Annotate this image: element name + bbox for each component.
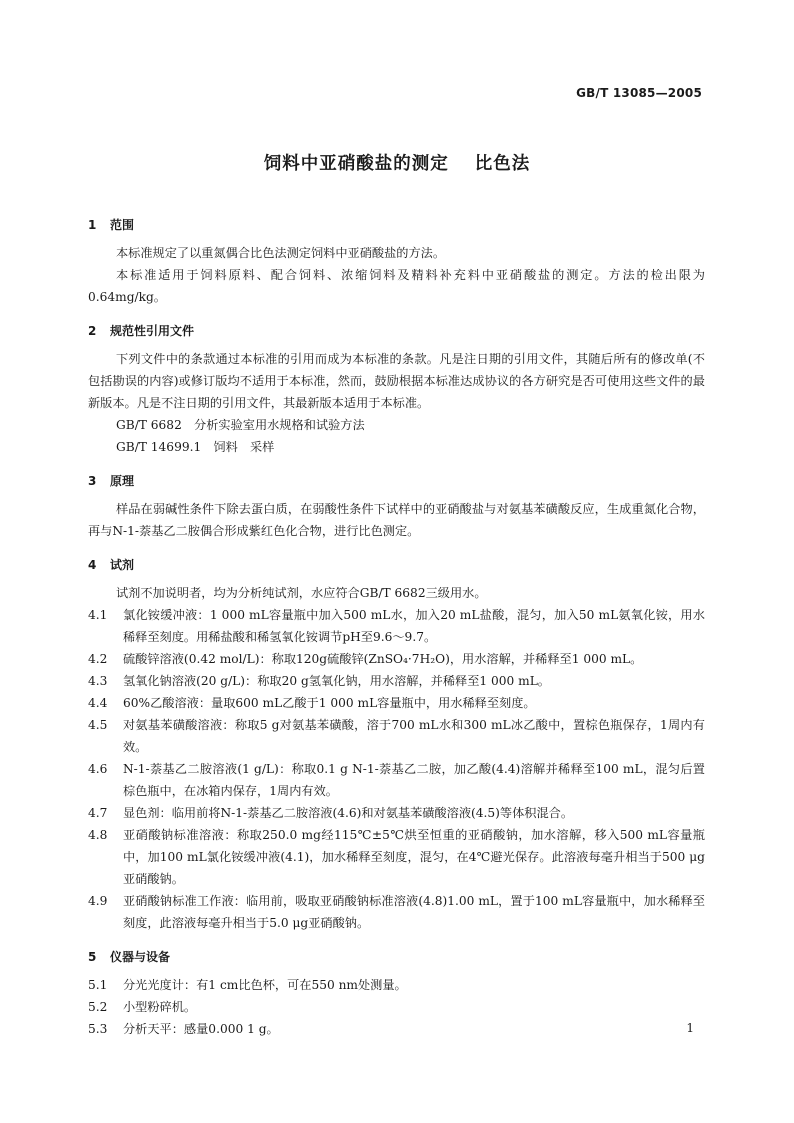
item-number: 4.8	[88, 828, 108, 842]
equipment-item	[88, 974, 705, 996]
reagent-item	[88, 802, 705, 824]
section-4-heading	[88, 554, 705, 576]
item-number: 4.3	[88, 674, 108, 688]
item-text: 亚硝酸钠标准溶液：称取250.0 mg经115℃±5℃烘至恒重的亚硝酸钠，加水溶解，移入500 mL容量瓶中，加100 mL氯化铵缓冲液(4.1)，加水稀释至刻度，混匀，在4℃避光保存。此溶液每毫升相当于500 μg亚硝酸钠。	[123, 828, 705, 886]
paragraph: 本标准规定了以重氮偶合比色法测定饲料中亚硝酸盐的方法。	[116, 246, 446, 260]
item-number: 5.1	[88, 978, 108, 992]
item-number: 4.7	[88, 806, 108, 820]
item-text: N-1-萘基乙二胺溶液(1 g/L)：称取0.1 g N-1-萘基乙二胺，加乙酸(4.4)溶解并稀释至100 mL，混匀后置棕色瓶中，在冰箱内保存，1周内有效。	[123, 762, 705, 798]
section-title: 规范性引用文件	[110, 324, 195, 338]
item-number: 4.9	[88, 894, 108, 908]
item-text: 分析天平：感量0.000 1 g。	[123, 1022, 279, 1036]
section-number: 2	[88, 324, 97, 338]
item-number: 5.3	[88, 1022, 108, 1036]
normative-reference: GB/T 6682 分析实验室用水规格和试验方法	[116, 418, 365, 432]
reagent-item	[88, 758, 705, 802]
document-title	[0, 150, 794, 175]
item-number: 5.2	[88, 1000, 108, 1014]
paragraph: 试剂不加说明者，均为分析纯试剂，水应符合GB/T 6682三级用水。	[116, 586, 487, 600]
reagent-item	[88, 604, 705, 648]
section-title: 范围	[110, 218, 135, 232]
section-number: 4	[88, 558, 97, 572]
item-number: 4.1	[88, 608, 108, 622]
reagent-item	[88, 670, 705, 692]
reagent-item	[88, 714, 705, 758]
section-2-heading	[88, 320, 705, 342]
paragraph: 样品在弱碱性条件下除去蛋白质，在弱酸性条件下试样中的亚硝酸盐与对氨基苯磺酸反应，生成重氮化合物，再与N-1-萘基乙二胺偶合形成紫红色化合物，进行比色测定。	[88, 502, 705, 538]
section-title: 仪器与设备	[110, 950, 171, 964]
normative-reference: GB/T 14699.1 饲料 采样	[116, 440, 275, 454]
section-number: 1	[88, 218, 97, 232]
item-text: 氯化铵缓冲液：1 000 mL容量瓶中加入500 mL水，加入20 mL盐酸，混匀，加入50 mL氨氧化铵，用水稀释至刻度。用稀盐酸和稀氢氧化铵调节pH至9.6～9.7。	[123, 608, 705, 644]
paragraph: 本标准适用于饲料原料、配合饲料、浓缩饲料及精料补充料中亚硝酸盐的测定。方法的检出限为0.64mg/kg。	[88, 268, 705, 304]
item-text: 分光光度计：有1 cm比色杯，可在550 nm处测量。	[123, 978, 407, 992]
item-text: 硫酸锌溶液(0.42 mol/L)：称取120g硫酸锌(ZnSO₄·7H₂O)，用水溶解，并稀释至1 000 mL。	[123, 652, 643, 666]
item-text: 对氨基苯磺酸溶液：称取5 g对氨基苯磺酸，溶于700 mL水和300 mL冰乙酸中，置棕色瓶保存，1周内有效。	[123, 718, 705, 754]
item-text: 小型粉碎机。	[123, 1000, 197, 1014]
item-text: 60%乙酸溶液：量取600 mL乙酸于1 000 mL容量瓶中，用水稀释至刻度。	[123, 696, 536, 710]
item-number: 4.2	[88, 652, 108, 666]
section-title: 试剂	[110, 558, 135, 572]
reagent-item	[88, 692, 705, 714]
page-number: 1	[686, 1021, 694, 1035]
equipment-item	[88, 996, 705, 1018]
section-1-heading	[88, 214, 705, 236]
item-number: 4.4	[88, 696, 108, 710]
item-text: 氢氧化钠溶液(20 g/L)：称取20 g氢氧化钠，用水溶解，并稀释至1 000 mL。	[123, 674, 550, 688]
reagent-item	[88, 648, 705, 670]
item-number: 4.6	[88, 762, 108, 776]
reagent-item	[88, 890, 705, 934]
standard-number: GB/T 13085—2005	[576, 86, 702, 100]
reagent-item	[88, 824, 705, 890]
title-method: 比色法	[474, 154, 531, 174]
section-title: 原理	[110, 474, 135, 488]
document-body	[88, 214, 705, 1040]
item-text: 亚硝酸钠标准工作液：临用前，吸取亚硝酸钠标准溶液(4.8)1.00 mL，置于100 mL容量瓶中，加水稀释至刻度，此溶液每毫升相当于5.0 μg亚硝酸钠。	[123, 894, 705, 930]
item-text: 显色剂：临用前将N-1-萘基乙二胺溶液(4.6)和对氨基苯磺酸溶液(4.5)等体积混合。	[123, 806, 574, 820]
section-number: 5	[88, 950, 97, 964]
item-number: 4.5	[88, 718, 108, 732]
section-number: 3	[88, 474, 97, 488]
title-main: 饲料中亚硝酸盐的测定	[263, 154, 449, 174]
equipment-item	[88, 1018, 705, 1040]
section-5-heading	[88, 946, 705, 968]
paragraph: 下列文件中的条款通过本标准的引用而成为本标准的条款。凡是注日期的引用文件，其随后所有的修改单(不包括勘误的内容)或修订版均不适用于本标准，然而，鼓励根据本标准达成协议的各方研究是否可使用这些文件的最新版本。凡是不注日期的引用文件，其最新版本适用于本标准。	[88, 352, 705, 410]
section-3-heading	[88, 470, 705, 492]
